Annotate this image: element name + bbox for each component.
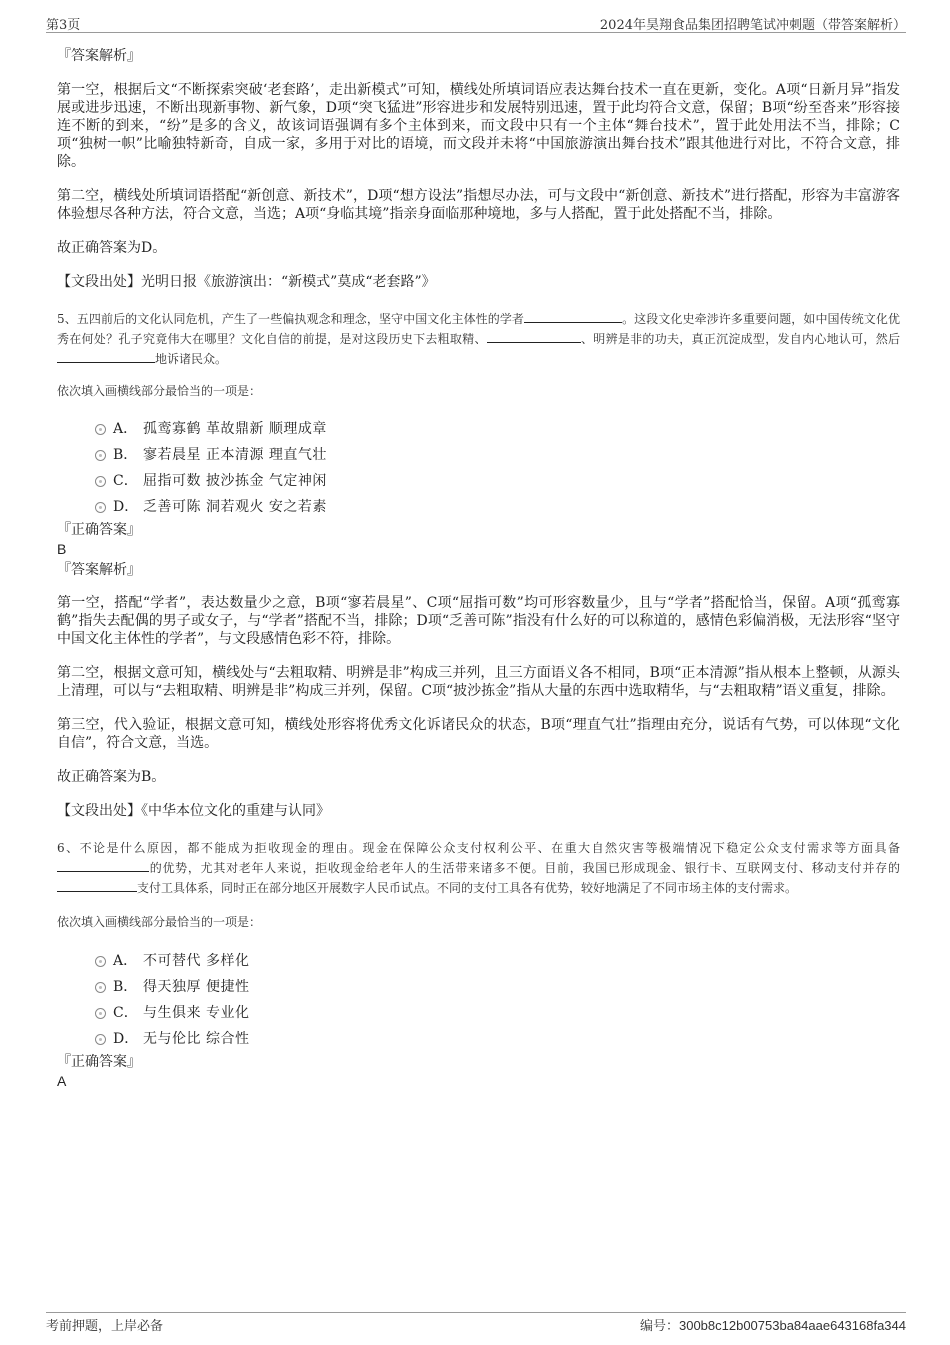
radio-button[interactable] <box>95 982 106 993</box>
analysis-paragraph: 第一空，根据后文“不断探索突破‘老套路’，走出新模式”可知，横线处所填词语应表达舞台技术一直在更新，变化。A项“日新月异”指发展或进步迅速，不断出现新事物、新气象，D项“突飞猛进”形容进步和发展特别迅速，置于此均符合文意，保留；B项“纷至沓来”形容接连不断的到来，“纷”是多的含义，故该词语强调有多个主体到来，而文段中只有一个主体“舞台技术”，置于此处用法不当，排除；C项“独树一帜”比喻独特新奇，自成一家，多用于对比的语境，而文段并未将“中国旅游演出舞台技术”跟其他进行对比，不符合文意，排除。 <box>57 82 900 170</box>
option-a[interactable] <box>95 416 900 442</box>
option-d[interactable] <box>95 1026 900 1052</box>
analysis-paragraph: 第二空，根据文意可知，横线处与“去粗取精、明辨是非”构成三并列，且三方面语义各不相同，B项“正本清源”指从根本上整顿，从源头上清理，可以与“去粗取精、明辨是非”构成三并列，保留。C项“披沙拣金”指从大量的东西中选取精华，与“去粗取精”语义重复，排除。 <box>57 665 900 699</box>
option-text: 乏善可陈 洞若观火 安之若素 <box>143 499 327 515</box>
question-text-part: 的优势，尤其对老年人来说，拒收现金给老年人的生活带来诸多不便。目前，我国已形成现金、银行卡、互联网支付、移动支付并存的 <box>149 861 900 875</box>
analysis-label: 『答案解析』 <box>57 562 141 578</box>
option-c[interactable] <box>95 1000 900 1026</box>
question-text-part: 支付工具体系，同时正在部分地区开展数字人民币试点。不同的支付工具各有优势，较好地满足了不同市场主体的支付需求。 <box>137 881 798 895</box>
fill-blank <box>487 330 581 343</box>
radio-button[interactable] <box>95 1008 106 1019</box>
question-text-part: 、明辨是非的功夫，真正沉淀成型，发自内心地认可，然后 <box>580 332 900 346</box>
page-footer <box>46 1312 906 1335</box>
option-text: 寥若晨星 正本清源 理直气壮 <box>143 447 327 463</box>
option-text: 孤鸾寡鹤 革故鼎新 顺理成章 <box>143 421 327 437</box>
question-text-part: 。这段文化史牵涉许多重要问题，如中国传统文化优秀在何处？孔子究竟伟大在哪里？文化自信的前提，是对这段历史下去粗取精、 <box>57 312 900 346</box>
question-prompt: 依次填入画横线部分最恰当的一项是： <box>57 384 262 398</box>
page-number: 第3页 <box>46 18 81 33</box>
radio-button[interactable] <box>95 502 106 513</box>
option-text: 与生俱来 专业化 <box>143 1005 250 1021</box>
option-text: 无与伦比 综合性 <box>143 1031 250 1047</box>
question-5-text <box>57 309 900 369</box>
correct-answer-label: 『正确答案』 <box>57 1054 141 1070</box>
option-letter: C． <box>113 1005 138 1021</box>
radio-button[interactable] <box>95 476 106 487</box>
question-6-options <box>95 948 900 1052</box>
fill-blank <box>57 879 137 892</box>
analysis-paragraph: 第三空，代入验证，根据文意可知，横线处形容将优秀文化诉诸民众的状态，B项“理直气壮”指理由充分，说话有气势，可以体现“文化自信”，符合文意，当选。 <box>57 717 900 751</box>
option-text: 不可替代 多样化 <box>143 953 250 969</box>
code-label: 编号： <box>639 1319 679 1334</box>
question-text-part: 5、五四前后的文化认同危机，产生了一些偏执观念和理念，坚守中国文化主体性的学者 <box>57 312 524 326</box>
radio-button[interactable] <box>95 450 106 461</box>
page-content <box>57 44 900 1090</box>
code-value: 300b8c12b00753ba84aae643168fa344 <box>678 1318 906 1333</box>
source-citation: 【文段出处】《中华本位文化的重建与认同》 <box>57 803 330 819</box>
correct-answer: A <box>57 1073 67 1089</box>
option-letter: A． <box>113 421 138 437</box>
option-letter: C． <box>113 473 138 489</box>
option-letter: D． <box>113 1031 139 1047</box>
analysis-conclusion: 故正确答案为B。 <box>57 769 166 785</box>
question-5-options <box>95 416 900 520</box>
option-text: 得天独厚 便捷性 <box>143 979 250 995</box>
question-prompt: 依次填入画横线部分最恰当的一项是： <box>57 915 262 929</box>
question-text-part: 地诉诸民众。 <box>155 352 228 366</box>
analysis-paragraph: 第一空，搭配“学者”，表达数量少之意，B项“寥若晨星”、C项“屈指可数”均可形容数量少，且与“学者”搭配恰当，保留。A项“孤鸾寡鹤”指失去配偶的男子或女子，与“学者”搭配不当，排除；D项“乏善可陈”指没有什么好的可以称道的，感情色彩偏消极，无法形容“坚守中国文化主体性的学者”，与文段感情色彩不符，排除。 <box>57 595 900 647</box>
option-letter: A． <box>113 953 138 969</box>
option-text: 屈指可数 披沙拣金 气定神闲 <box>143 473 327 489</box>
radio-button[interactable] <box>95 956 106 967</box>
analysis-label: 『答案解析』 <box>57 48 141 64</box>
fill-blank <box>57 350 155 363</box>
option-b[interactable] <box>95 442 900 468</box>
fill-blank <box>524 310 622 323</box>
footer-slogan: 考前押题，上岸必备 <box>46 1319 164 1334</box>
option-letter: D． <box>113 499 139 515</box>
source-citation: 【文段出处】光明日报《旅游演出：“新模式”莫成“老套路”》 <box>57 274 436 290</box>
option-b[interactable] <box>95 974 900 1000</box>
page-header <box>46 10 906 33</box>
question-6-text <box>57 838 900 898</box>
fill-blank <box>57 859 149 872</box>
radio-button[interactable] <box>95 1034 106 1045</box>
option-letter: B． <box>113 979 138 995</box>
document-title: 2024年昊翔食品集团招聘笔试冲刺题（带答案解析） <box>599 18 906 33</box>
option-c[interactable] <box>95 468 900 494</box>
correct-answer-label: 『正确答案』 <box>57 522 141 538</box>
option-letter: B． <box>113 447 138 463</box>
correct-answer: B <box>57 541 67 557</box>
analysis-paragraph: 第二空，横线处所填词语搭配“新创意、新技术”，D项“想方设法”指想尽办法，可与文段中“新创意、新技术”进行搭配，形容为丰富游客体验想尽各种方法，符合文意，当选；A项“身临其境”指亲身面临那种境地，多与人搭配，置于此处搭配不当，排除。 <box>57 188 900 222</box>
document-code <box>640 1315 906 1334</box>
radio-button[interactable] <box>95 424 106 435</box>
option-a[interactable] <box>95 948 900 974</box>
analysis-conclusion: 故正确答案为D。 <box>57 240 167 256</box>
question-text-part: 6、不论是什么原因，都不能成为拒收现金的理由。现金在保障公众支付权利公平、在重大自然灾害等极端情况下稳定公众支付需求等方面具备 <box>57 841 900 855</box>
option-d[interactable] <box>95 494 900 520</box>
